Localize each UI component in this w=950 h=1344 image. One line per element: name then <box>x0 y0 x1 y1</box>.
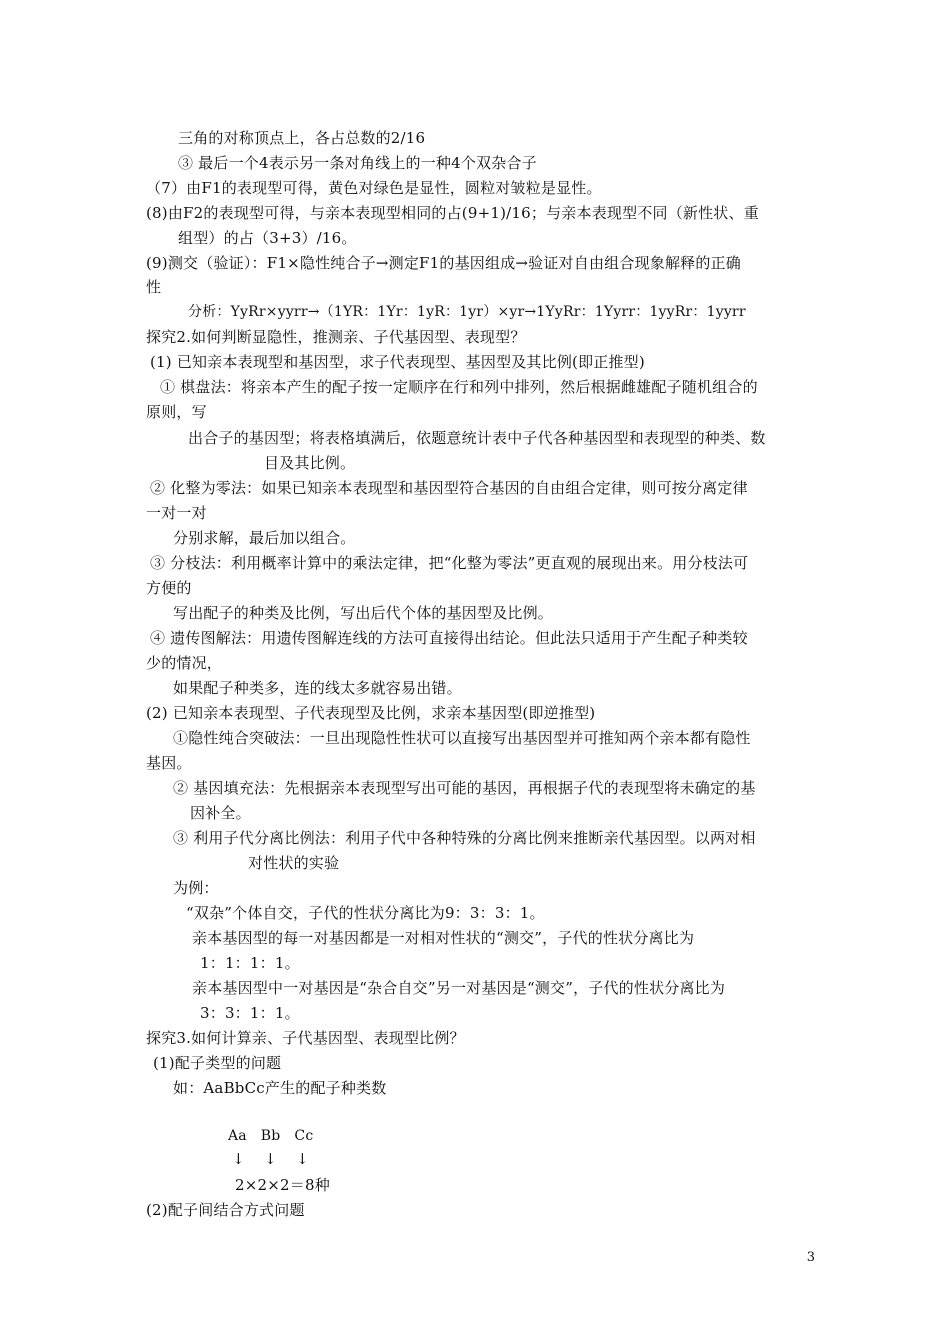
text-line: ② 基因填充法：先根据亲本表现型写出可能的基因，再根据子代的表现型将未确定的基 <box>173 779 756 797</box>
text-line: 分析：YyRr×yyrr→（1YR：1Yr：1yR：1yr）×yr→1YyRr：1Yyrr：1yyRr：1yyrr <box>188 304 746 320</box>
text-line: 原则，写 <box>146 403 207 421</box>
text-line: 性 <box>146 278 162 296</box>
text-line: 三角的对称顶点上，各占总数的2/16 <box>178 129 426 147</box>
down-arrow-icon: ↓ <box>232 1150 245 1168</box>
text-line: ①隐性纯合突破法：一旦出现隐性性状可以直接写出基因型并可推知两个亲本都有隐性 <box>173 729 751 747</box>
down-arrow-icon: ↓ <box>296 1150 309 1168</box>
text-line: (1) 已知亲本表现型和基因型，求子代表现型、基因型及其比例(即正推型) <box>150 353 645 371</box>
text-line: 基因。 <box>146 754 192 772</box>
text-line: 亲本基因型的每一对基因都是一对相对性状的“测交”，子代的性状分离比为 <box>192 929 695 947</box>
text-line: 分别求解，最后加以组合。 <box>173 529 356 547</box>
text-line: 组型）的占（3+3）/16。 <box>178 229 357 247</box>
text-line: 写出配子的种类及比例，写出后代个体的基因型及比例。 <box>173 604 554 622</box>
text-line: 为例： <box>173 879 219 897</box>
text-line: 目及其比例。 <box>264 454 356 472</box>
text-line: 1：1：1：1。 <box>200 954 300 972</box>
text-line: (2)配子间结合方式问题 <box>146 1201 305 1219</box>
text-line: 对性状的实验 <box>248 854 340 872</box>
text-line: (8)由F2的表现型可得，与亲本表现型相同的占(9+1)/16；与亲本表现型不同（新性状、重 <box>146 204 759 222</box>
text-line: (2) 已知亲本表现型、子代表现型及比例，求亲本基因型(即逆推型) <box>146 704 596 722</box>
text-line: ③ 利用子代分离比例法：利用子代中各种特殊的分离比例来推断亲代基因型。以两对相 <box>173 829 756 847</box>
text-line: 一对一对 <box>146 504 207 522</box>
text-line: ④ 遗传图解法：用遗传图解连线的方法可直接得出结论。但此法只适用于产生配子种类较 <box>150 629 748 647</box>
text-line: 如：AaBbCc产生的配子种类数 <box>173 1079 387 1097</box>
text-line: 因补全。 <box>190 804 251 822</box>
text-line: 亲本基因型中一对基因是“杂合自交”另一对基因是“测交”，子代的性状分离比为 <box>192 979 726 997</box>
text-line: 方便的 <box>146 579 192 597</box>
text-line: ③ 最后一个4表示另一条对角线上的一种4个双杂合子 <box>178 154 537 172</box>
text-line: ③ 分枝法：利用概率计算中的乘法定律，把“化整为零法”更直观的展现出来。用分枝法可 <box>150 554 749 572</box>
text-line: 少的情况， <box>146 654 223 672</box>
gamete-count: 2×2×2＝8种 <box>235 1176 330 1194</box>
section-heading: 探究2.如何判断显隐性，推测亲、子代基因型、表现型？ <box>146 328 526 346</box>
text-line: (9)测交（验证）：F1×隐性纯合子→测定F1的基因组成→验证对自由组合现象解释的正确 <box>146 254 741 272</box>
text-line: 如果配子种类多，连的线太多就容易出错。 <box>173 679 462 697</box>
arrow-row <box>232 1150 328 1168</box>
text-line: ① 棋盘法：将亲本产生的配子按一定顺序在行和列中排列，然后根据雌雄配子随机组合的 <box>160 378 758 396</box>
text-line: ② 化整为零法：如果已知亲本表现型和基因型符合基因的自由组合定律，则可按分离定律 <box>150 479 748 497</box>
page-number: 3 <box>806 1250 815 1265</box>
text-line: 出合子的基因型；将表格填满后，依题意统计表中子代各种基因型和表现型的种类、数 <box>188 429 766 447</box>
text-line: 3：3：1：1。 <box>200 1004 300 1022</box>
section-heading: 探究3.如何计算亲、子代基因型、表现型比例？ <box>146 1029 465 1047</box>
gene-pairs: Aa Bb Cc <box>228 1128 314 1144</box>
text-line: (1)配子类型的问题 <box>153 1054 282 1072</box>
text-line: “双杂”个体自交，子代的性状分离比为9：3：3：1。 <box>186 904 545 922</box>
text-line: （7）由F1的表现型可得，黄色对绿色是显性，圆粒对皱粒是显性。 <box>146 179 602 197</box>
down-arrow-icon: ↓ <box>264 1150 277 1168</box>
